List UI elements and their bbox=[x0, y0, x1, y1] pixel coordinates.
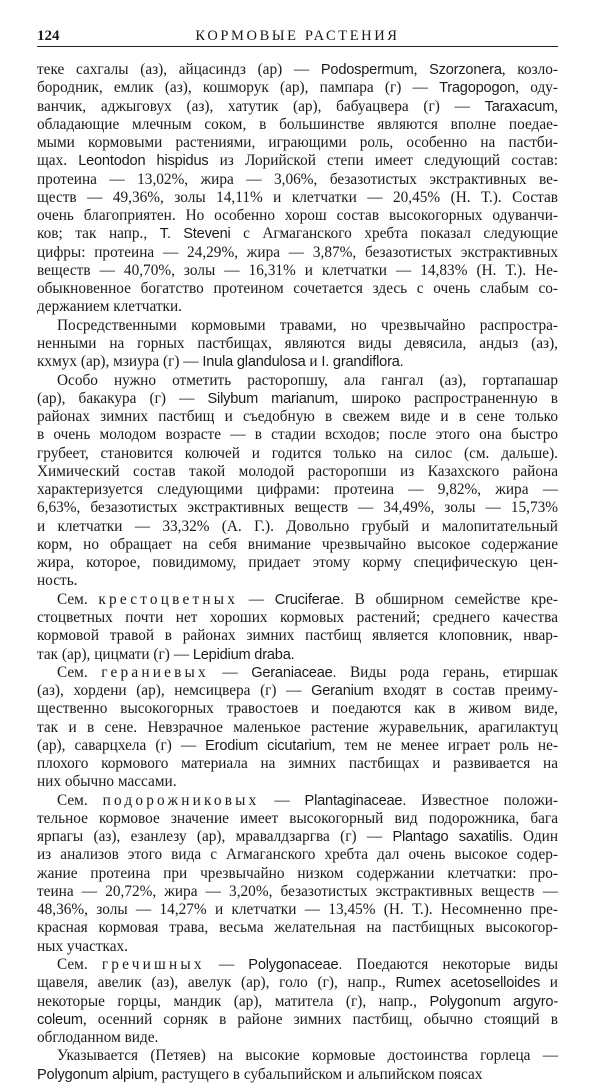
latin-name: Geraniaceae. bbox=[251, 664, 337, 681]
text-line: щественно высокогорных травостоев и поедаются как в живом виде, bbox=[37, 700, 558, 718]
text-line: ных участках. bbox=[37, 937, 129, 955]
text-line: стоцветных почти нет хороших кормовых растений; среднего качества bbox=[37, 608, 558, 626]
paragraph bbox=[37, 372, 558, 591]
text-line: Polygonum alpium, растущего в субальпийском и альпийском поясах bbox=[37, 1065, 483, 1083]
running-title: КОРМОВЫЕ РАСТЕНИЯ bbox=[195, 28, 400, 44]
text-line: Сем. подорожниковых — Plantaginaceae. Известное положи- bbox=[57, 791, 558, 809]
text-line: теке сахгалы (аз), айцасиндз (ар) — Podospermum, Szorzonera, козло- bbox=[37, 61, 558, 78]
latin-name: Cruciferae. bbox=[274, 591, 344, 608]
latin-name: Geranium bbox=[311, 683, 374, 700]
text-line: ванчик, аджыговух (аз), хатутик (ар), бабуацвера (г) — Taraxacum, bbox=[37, 97, 558, 115]
text-line: них обычно массами. bbox=[37, 773, 177, 791]
page-number: 124 bbox=[37, 28, 60, 44]
text-line: мыми кормовыми растениями, играющими роль, особенно на пастби- bbox=[37, 134, 558, 152]
latin-name: Rumex acetoselloides bbox=[395, 975, 541, 992]
text-line: и клетчатки — 33,32% (А. Г.). Довольно грубый и малопитательный bbox=[37, 517, 558, 535]
paragraph bbox=[37, 792, 558, 956]
family-name-spaced: гераниевых bbox=[101, 663, 209, 681]
text-line: Сем. крестоцветных — Cruciferae. В обширном семействе кре- bbox=[57, 590, 558, 608]
text-line: жира, которое, повидимому, придает этому корму специфическую цен- bbox=[37, 554, 558, 572]
latin-name: Plantaginaceae. bbox=[304, 792, 407, 809]
text-line: 6,63%, безазотистых экстрактивных веществ — 34,49%, золы — 15,73% bbox=[37, 499, 558, 517]
text-line: очень благоприятен. Но особенно хорош состав высокогорных одуванчи- bbox=[37, 207, 558, 225]
text-line: в очень молодом возрасте — в стадии всходов; после этого она быстро bbox=[37, 426, 558, 444]
latin-name: Lepidium draba. bbox=[192, 646, 295, 663]
latin-name: Inula glandulosa bbox=[202, 354, 306, 371]
text-line: тельное кормовое значение имеет высокогорный вид подорожника, бага bbox=[37, 809, 558, 827]
text-line: Указывается (Петяев) на высокие кормовые достоинства горлеца — bbox=[57, 1047, 558, 1065]
text-line: Особо нужно отметить расторопшу, ала гангал (аз), гортапашар bbox=[57, 371, 558, 389]
text-line: из анализов этого вида с Агмаганского хребта дал очень высокое содер- bbox=[37, 846, 558, 864]
text-line: ществ — 49,36%, золы 14,11% и клетчатки — 20,45% (Н. Т.). Состав bbox=[37, 188, 558, 206]
latin-name: Taraxacum bbox=[484, 98, 555, 115]
running-head bbox=[37, 28, 558, 47]
text-line: так (ар), цицмати (г) — Lepidium draba. bbox=[37, 645, 295, 663]
latin-name: Erodium cicutarium bbox=[205, 737, 332, 754]
text-line: так и в сене. Невзрачное маленькое растение журавельник, арагилактуц bbox=[37, 718, 558, 736]
latin-name: Tragopogon bbox=[439, 80, 516, 97]
text-line: coleum, осенний сорняк в районе зимних пастбищ, обычно стоящий в bbox=[37, 1010, 558, 1028]
paragraph bbox=[37, 1047, 558, 1084]
latin-name: coleum bbox=[37, 1011, 83, 1028]
text-line: ярпагы (аз), езанлезу (ар), мравалдзаргва (г) — Plantago saxatilis. Один bbox=[37, 828, 559, 846]
text-line: держанием клетчатки. bbox=[37, 298, 182, 316]
text-line: 48,36%, золы — 14,27% и клетчатки — 13,45% (Н. Т.). Несомненно пре- bbox=[37, 901, 558, 919]
text-line: обыкновенное богатство протеином сочетается здесь с очень слабым со- bbox=[37, 280, 558, 298]
latin-name: Plantago saxatilis. bbox=[392, 829, 513, 846]
latin-name: T. Steveni bbox=[159, 226, 231, 243]
text-line: кормовой травой в районах зимних пастбищ является клоповник, нвар- bbox=[37, 627, 558, 645]
text-line: щавеля, авелик (аз), авелук (ар), голо (г), напр., Rumex acetoselloides и bbox=[37, 974, 558, 992]
latin-name: Podospermum bbox=[320, 62, 414, 78]
family-name-spaced: гречишных bbox=[101, 956, 205, 974]
text-line: корм, но обращает на себя внимание чрезвычайно высокое содержание bbox=[37, 535, 558, 553]
text-line: веществ — 40,70%, золы — 16,31% и клетчатки — 14,83% (Н. Т.). Не- bbox=[37, 261, 558, 279]
text-line: районах зимних пастбищ и съедобную в свежем виде и в сене только bbox=[37, 408, 558, 426]
latin-name: Polygonaceae. bbox=[248, 957, 343, 974]
text-line: протеина — 13,02%, жира — 3,06%, безазотистых экстрактивных ве- bbox=[37, 170, 558, 188]
text-line: бородник, емлик (аз), кошморук (ар), пампара (г) — Tragopogon, оду- bbox=[37, 79, 558, 97]
latin-name: Polygonum argyro- bbox=[429, 993, 558, 1010]
text-line: жание протеина при чрезвычайно низком содержании клетчатки: про- bbox=[37, 864, 558, 882]
text-line: цифры: протеина — 24,29%, жира — 3,87%, безазотистых экстрактивных bbox=[37, 243, 558, 261]
text-line: некоторые горцы, мандик (ар), матитела (г), напр., Polygonum argyro- bbox=[37, 992, 558, 1010]
paragraph bbox=[37, 956, 558, 1047]
family-name-spaced: подорожниковых bbox=[102, 791, 260, 809]
latin-name: Leontodon hispidus bbox=[78, 153, 209, 170]
latin-name: Silybum marianum bbox=[207, 390, 335, 407]
paragraph bbox=[37, 591, 558, 664]
latin-name: Szorzonera bbox=[429, 62, 502, 78]
text-line: ненными на горных пастбищах, являются виды девясила, андыз (аз), bbox=[37, 334, 558, 352]
paragraph bbox=[37, 317, 558, 372]
text-line: Сем. гречишных — Polygonaceae. Поедаются некоторые виды bbox=[57, 956, 558, 974]
text-line: щах. Leontodon hispidus из Лорийской степи имеет следующий состав: bbox=[37, 152, 558, 170]
text-line: теина — 20,72%, жира — 3,20%, безазотистых экстрактивных веществ — bbox=[37, 882, 558, 900]
text-line: характеризуется следующими цифрами: протеина — 9,82%, жира — bbox=[37, 481, 558, 499]
body-text bbox=[37, 61, 558, 1084]
text-line: ность. bbox=[37, 572, 78, 590]
latin-name: I. grandiflora. bbox=[321, 354, 404, 371]
text-line: Сем. гераниевых — Geraniaceae. Виды рода герань, етиршак bbox=[57, 663, 558, 681]
text-line: грубеет, становится колючей и годится только на силос (см. дальше). bbox=[37, 444, 558, 462]
text-line: (ар), саварцхела (г) — Erodium cicutarium, тем не менее играет роль не- bbox=[37, 736, 558, 754]
text-line: обглоданном виде. bbox=[37, 1029, 159, 1047]
text-line: ков; так напр., T. Steveni с Агмаганского хребта показал следующие bbox=[37, 225, 558, 243]
latin-name: Polygonum alpium bbox=[37, 1066, 154, 1083]
text-line: Посредственными кормовыми травами, но чрезвычайно распростра- bbox=[57, 316, 558, 334]
paragraph bbox=[37, 664, 558, 792]
text-line: красная кормовая трава, весьма желательная на пастбищных высокогор- bbox=[37, 919, 558, 937]
paragraph bbox=[37, 61, 558, 317]
text-line: плохого кормового материала на зимних пастбищах и развивается на bbox=[37, 755, 558, 773]
text-line: обладающие млечным соком, в большинстве являются вполне поедае- bbox=[37, 115, 558, 133]
text-line: (ар), бакакура (г) — Silybum marianum, широко распространенную в bbox=[37, 389, 559, 407]
text-line: кхмух (ар), мзиура (г) — Inula glandulosa и I. grandiflora. bbox=[37, 353, 404, 371]
text-line: (аз), хордени (ар), немсицвера (г) — Geranium входят в состав преиму- bbox=[37, 682, 558, 700]
text-line: Химический состав такой молодой расторопши из Казахского района bbox=[37, 462, 558, 480]
family-name-spaced: крестоцветных bbox=[98, 590, 239, 608]
